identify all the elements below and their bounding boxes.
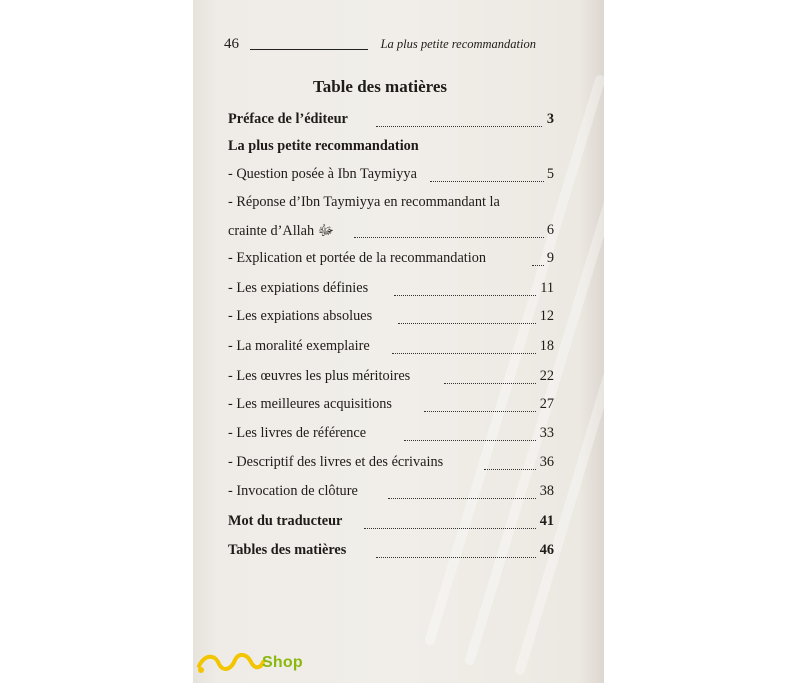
toc-entry-title: Préface de l’éditeur bbox=[228, 111, 348, 127]
toc-entry-title: - Les œuvres les plus méritoires bbox=[228, 368, 411, 384]
toc-entry-page: 46 bbox=[539, 542, 554, 558]
toc-entry-page: 12 bbox=[539, 308, 554, 324]
leader-dots bbox=[430, 181, 544, 182]
toc-entry-page: 38 bbox=[539, 483, 554, 499]
leader-dots bbox=[532, 265, 544, 266]
toc-entry-page: 22 bbox=[539, 368, 554, 384]
toc-entry-page: 3 bbox=[546, 111, 554, 127]
toc-entry-title: - Les livres de référence bbox=[228, 425, 367, 441]
leader-dots bbox=[388, 498, 536, 499]
toc-entry bbox=[228, 308, 554, 330]
leader-dots bbox=[444, 383, 536, 384]
leader-dots bbox=[376, 126, 542, 127]
toc-entry-page: 5 bbox=[546, 166, 554, 182]
toc-entry-title: - Les expiations absolues bbox=[228, 308, 373, 324]
toc-entry-title-continuation: crainte d’Allah ﷻ bbox=[228, 223, 334, 239]
toc-entry-title: Tables des matières bbox=[228, 542, 347, 558]
toc-entry bbox=[228, 425, 554, 447]
toc-entry-title: - Descriptif des livres et des écrivains bbox=[228, 454, 444, 470]
shop-logo-swirl-icon bbox=[195, 650, 325, 678]
toc-entry-title: - La moralité exemplaire bbox=[228, 338, 370, 354]
leader-dots bbox=[424, 411, 536, 412]
leader-dots bbox=[392, 353, 536, 354]
header-rule bbox=[250, 49, 368, 50]
leader-dots bbox=[404, 440, 536, 441]
toc-entry-title: Mot du traducteur bbox=[228, 513, 343, 529]
leader-dots bbox=[398, 323, 536, 324]
toc-entry-page: 18 bbox=[539, 338, 554, 354]
toc-entry bbox=[228, 280, 554, 302]
leader-dots bbox=[394, 295, 536, 296]
toc-section-heading bbox=[228, 138, 554, 160]
toc-entry bbox=[228, 194, 554, 239]
running-title: La plus petite recommandation bbox=[380, 37, 536, 51]
toc-entry bbox=[228, 513, 554, 535]
toc-entry-page: 9 bbox=[546, 250, 554, 266]
toc-entry-title: - Question posée à Ibn Taymiyya bbox=[228, 166, 417, 182]
toc-entry-title: - Explication et portée de la recommandation bbox=[228, 250, 487, 266]
toc-entry-page: 41 bbox=[539, 513, 554, 529]
leader-dots bbox=[354, 237, 544, 238]
toc-entry bbox=[228, 111, 554, 133]
toc-entry-page: 33 bbox=[539, 425, 554, 441]
toc-entry-page: 6 bbox=[546, 222, 554, 238]
leader-dots bbox=[364, 528, 536, 529]
toc-entry-page: 27 bbox=[539, 396, 554, 412]
toc-entry bbox=[228, 250, 554, 272]
toc-title: Table des matières bbox=[312, 77, 448, 96]
leader-dots bbox=[484, 469, 536, 470]
page-number: 46 bbox=[224, 36, 239, 52]
toc-entry-title: - Réponse d’Ibn Taymiyya en recommandant la bbox=[228, 194, 500, 210]
toc-entry-title: - Les expiations définies bbox=[228, 280, 369, 296]
leader-dots bbox=[376, 557, 536, 558]
toc-entry-page: 11 bbox=[540, 280, 554, 296]
toc-entry bbox=[228, 454, 554, 476]
toc-entry bbox=[228, 396, 554, 418]
toc-entry-title: - Invocation de clôture bbox=[228, 483, 358, 499]
toc-entry-title: La plus petite recommandation bbox=[228, 138, 419, 154]
toc-entry bbox=[228, 542, 554, 564]
toc-entry bbox=[228, 166, 554, 188]
shop-logo-text: Shop bbox=[262, 654, 303, 671]
toc-entry-title: - Les meilleures acquisitions bbox=[228, 396, 392, 412]
running-header bbox=[224, 36, 536, 56]
toc-entry bbox=[228, 338, 554, 360]
toc-entry bbox=[228, 368, 554, 390]
toc-entry-page: 36 bbox=[539, 454, 554, 470]
toc-entry bbox=[228, 483, 554, 505]
